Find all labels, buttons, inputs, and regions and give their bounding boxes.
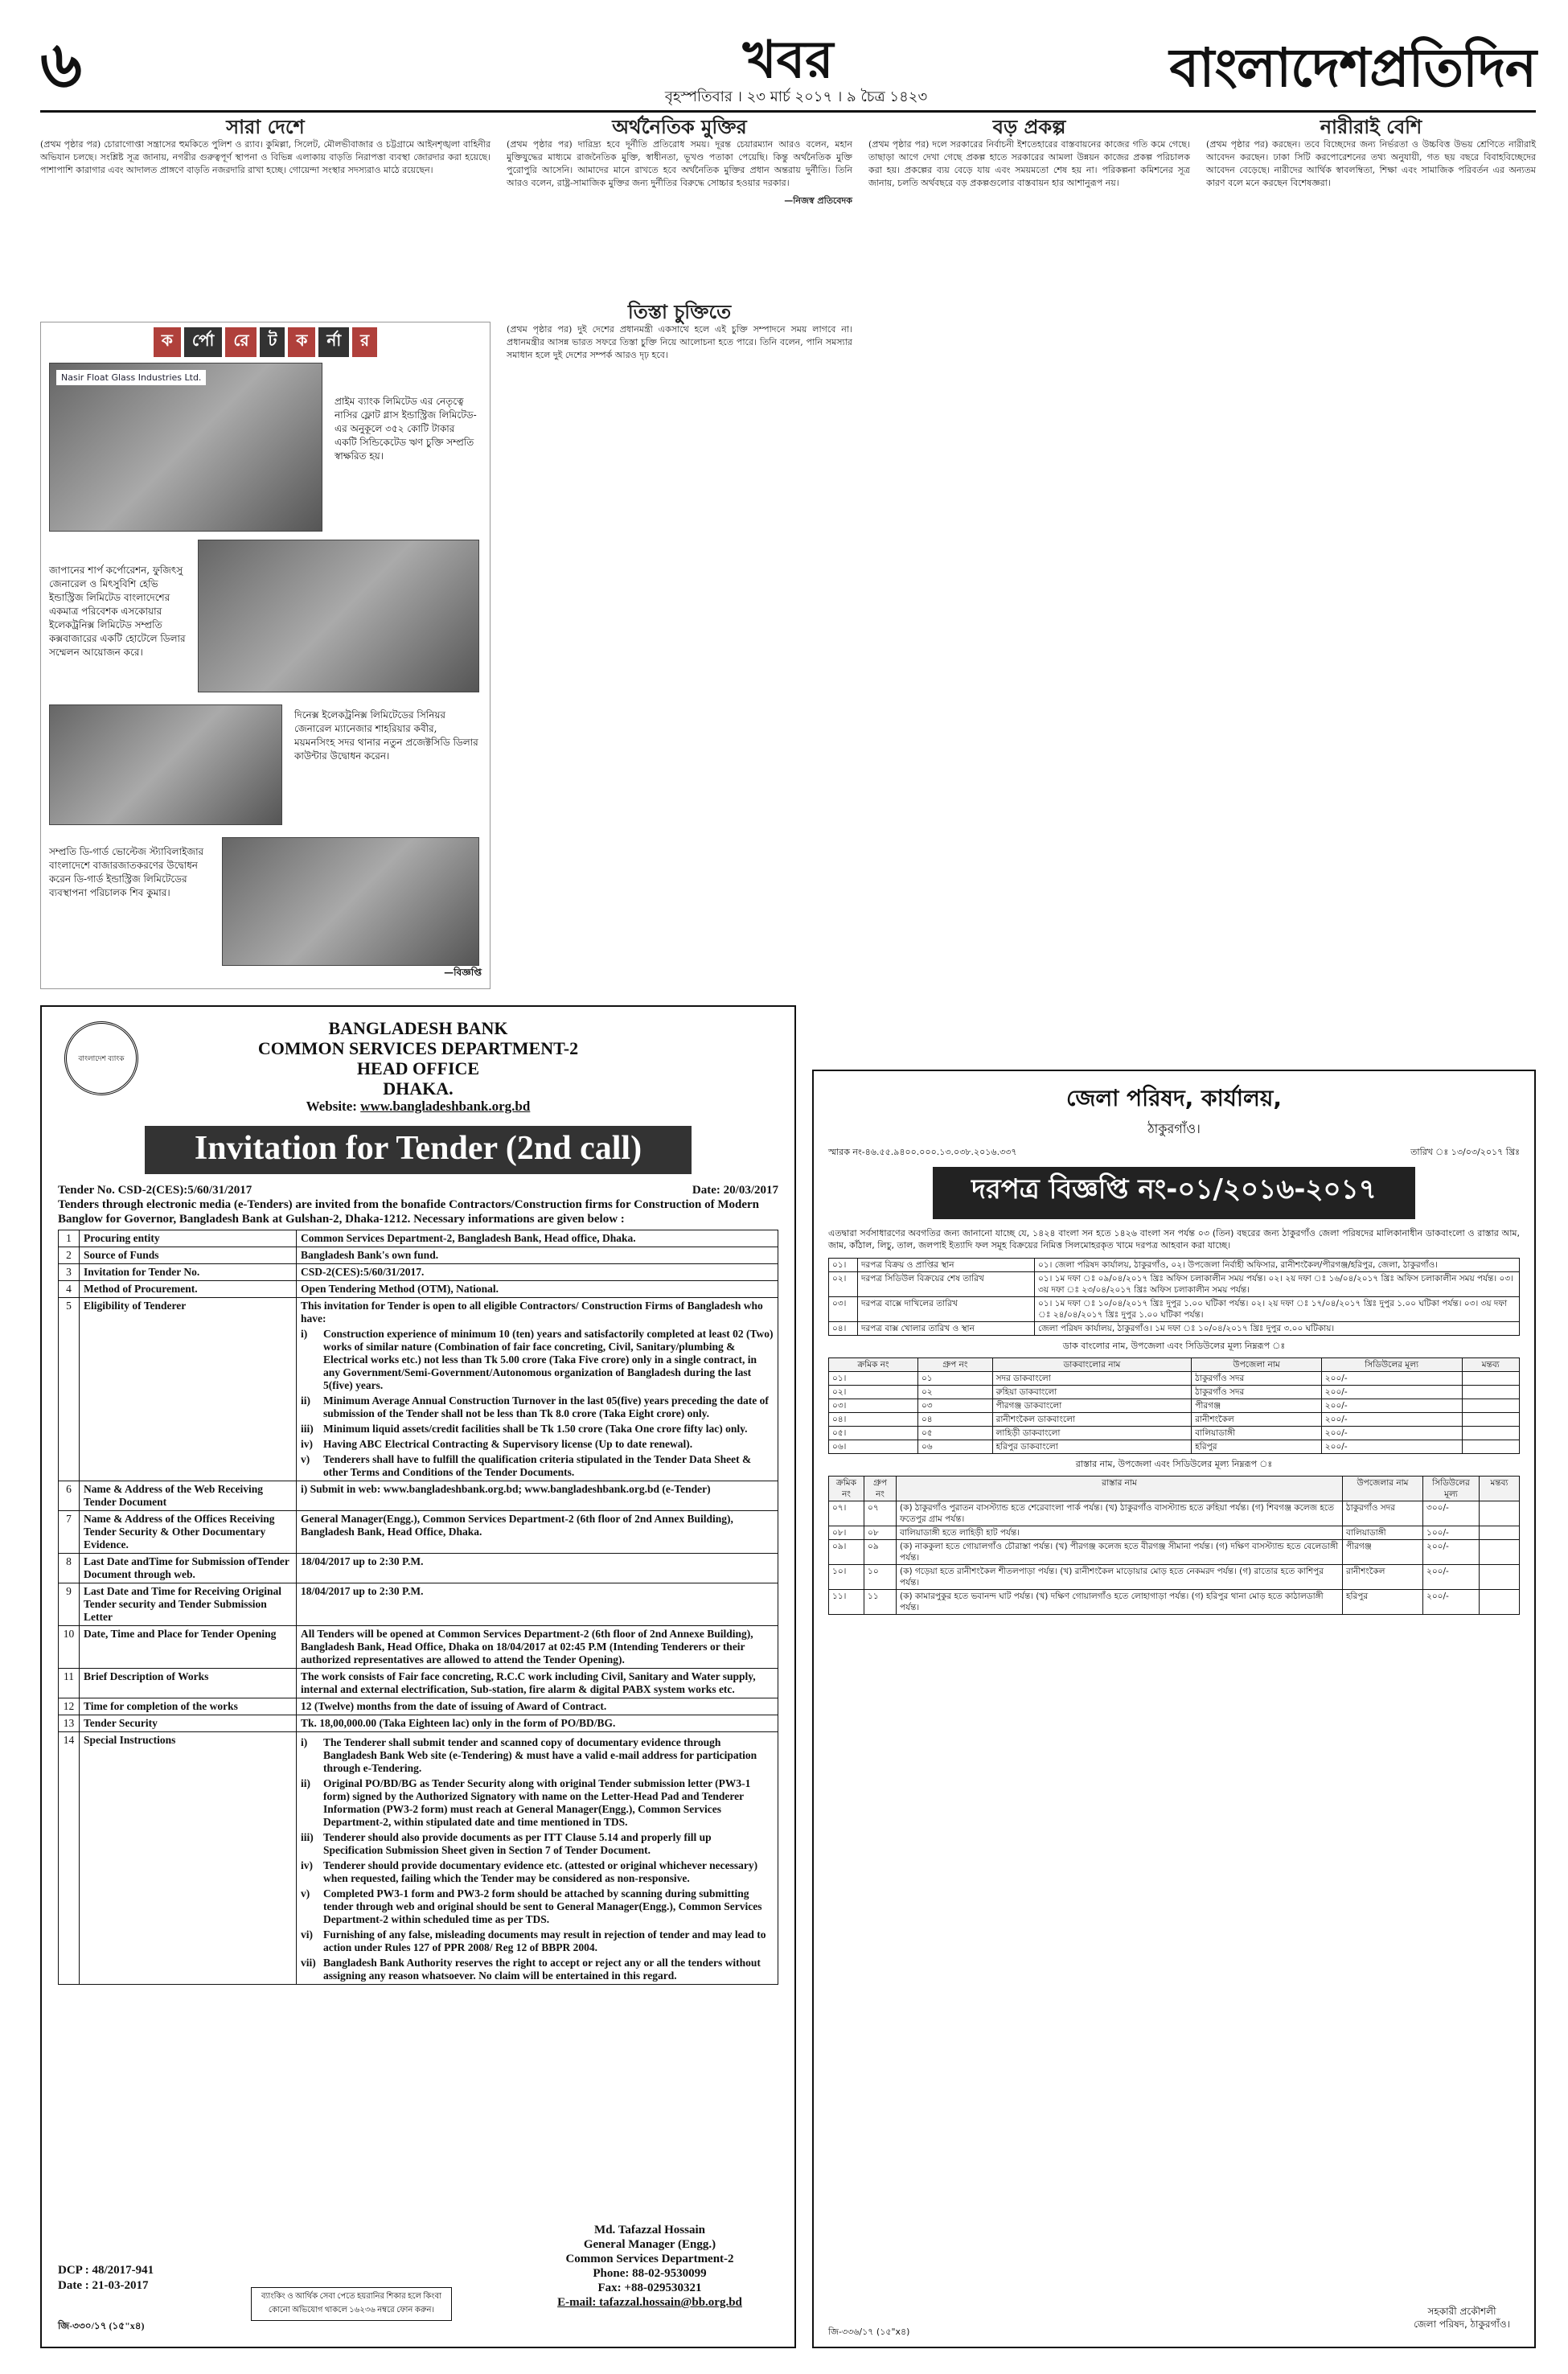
table-cell: বালিয়াডাঙ্গী bbox=[1192, 1427, 1322, 1440]
news-photo bbox=[222, 837, 479, 966]
table-row bbox=[829, 1440, 1520, 1454]
headline: তিস্তা চুক্তিতে bbox=[627, 300, 732, 323]
table-cell: Brief Description of Works bbox=[80, 1669, 297, 1698]
table-cell: 12 bbox=[59, 1698, 80, 1715]
news-area bbox=[40, 115, 1536, 989]
website: Website: www.bangladeshbank.org.bd bbox=[306, 1099, 531, 1114]
table-cell: ১০ bbox=[864, 1565, 897, 1590]
signer-title: সহকারী প্রকৌশলী bbox=[1427, 2306, 1496, 2317]
news-photo bbox=[198, 540, 479, 692]
title-letter: রে bbox=[225, 327, 257, 357]
headline: সারা দেশে bbox=[226, 115, 305, 138]
news-photo bbox=[49, 363, 322, 532]
table-cell: Tk. 18,00,000.00 (Taka Eighteen lac) only in the form of PO/BD/BG. bbox=[297, 1715, 778, 1732]
table-cell: General Manager(Engg.), Common Services Department-2 (6th floor of 2nd Annex Building), Bangladesh Bank, Head Office, Dhaka. bbox=[297, 1511, 778, 1554]
table-cell: 12 (Twelve) months from the date of issuing of Award of Contract. bbox=[297, 1698, 778, 1715]
table-cell: পীরগঞ্জ bbox=[1192, 1399, 1322, 1413]
table-row bbox=[829, 1427, 1520, 1440]
table-cell: This invitation for Tender is open to all eligible Contractors/ Construction Firms of Bangladesh who have: i) Construction experience of minimum 10 (ten) years and satisfactorily completed at least 02 (Two) works of similar nature (Combination of fair face concreting, Civil, Sanitary/plumbing & Electrical works etc.) not less than Tk 5.00 crore (Taka Five crore) only in a single contract, in any Government/Semi-Government/Autonomous organization of Bangladesh during the last 5(five) years. ii) Minimum Average Annual Construction Turnover in the last 05(five) years preceding the date of submission of the Tender shall not be less than Tk 8.0 crore (Taka Eight crore) only. iii) Minimum liquid assets/credit facilities shall be Tk 1.50 crore (Taka One crore fifty lac) only. iv) Having ABC Electrical Contracting & Supervisory license (Up to date renewal). v) Tenderers shall have to fulfill the qualification criteria stipulated in the Tender Data Sheet & other Terms and Conditions of the Tender Documents. bbox=[297, 1298, 778, 1481]
table-header-cell: সিডিউলের মূল্য bbox=[1321, 1358, 1462, 1372]
bangladesh-bank-seal-icon: বাংলাদেশ ব্যাংক bbox=[64, 1021, 138, 1095]
title-letter: ক bbox=[288, 327, 315, 357]
table-row bbox=[59, 1715, 778, 1732]
table-row bbox=[829, 1526, 1520, 1540]
table-row bbox=[59, 1698, 778, 1715]
photo-caption: দিনেক্স ইলেকট্রনিক্স লিমিটেডের সিনিয়র জেনারেল ম্যানেজার শাহরিয়ার কবীর, ময়মনসিংহ সদর থানার নতুন প্রজেক্টসিডি ডিলার কাউন্টার উদ্বোধন করেন। bbox=[294, 709, 478, 762]
title-letter: র bbox=[352, 327, 377, 357]
table-cell: Time for completion of the works bbox=[80, 1698, 297, 1715]
table-cell: Date, Time and Place for Tender Opening bbox=[80, 1626, 297, 1669]
photo-caption: প্রাইম ব্যাংক লিমিটেড এর নেতৃত্বে নাসির ফ্লোট গ্লাস ইন্ডাস্ট্রিজ লিমিটেড-এর অনুকূলে ৩৫২ কোটি টাকার একটি সিন্ডিকেটেড ঋণ চুক্তি সম্প্রতি স্বাক্ষরিত হয়। bbox=[335, 396, 477, 462]
tender-refs bbox=[58, 1184, 778, 1197]
table-cell: ১০০/- bbox=[1423, 1526, 1480, 1540]
table-header-cell: উপজেলা নাম bbox=[1192, 1358, 1322, 1372]
news-column-tista-chuktite bbox=[507, 300, 852, 367]
table-cell: Bangladesh Bank's own fund. bbox=[297, 1247, 778, 1264]
table-cell: 1 bbox=[59, 1230, 80, 1247]
table-cell: ০৫ bbox=[917, 1427, 992, 1440]
photo-caption: জাপানের শার্প কর্পোরেশন, ফুজিৎসু জেনারেল ও মিৎসুবিশি হেভি ইন্ডাস্ট্রিজ লিমিটেড বাংলাদেশের একমাত্র পরিবেশক এসকোয়ার ইলেকট্রনিক্স লিমিটেড সম্প্রতি কক্সবাজারের একটি হোটেলে ডিলার সম্মেলন আয়োজন করে। bbox=[49, 565, 186, 658]
city: DHAKA. bbox=[383, 1078, 454, 1099]
table-cell: রানীশংকৈল ডাকবাংলো bbox=[992, 1413, 1192, 1427]
notice-banner: দরপত্র বিজ্ঞপ্তি নং-০১/২০১৬-২০১৭ bbox=[933, 1167, 1415, 1219]
table-row bbox=[59, 1481, 778, 1511]
table-cell: (ক) গড়েয়া হতে রানীশংকৈল শীতলপাড়া পর্যন্ত। (খ) রানীশংকৈল মাড়োয়ার মোড় হতে নেকমরদ পর্যন্ত। (গ) রাতোর হতে কাশিপুর পর্যন্ত। bbox=[897, 1565, 1343, 1590]
table-cell: হরিপুর ডাকবাংলো bbox=[992, 1440, 1192, 1454]
table-cell: ১১। bbox=[829, 1590, 864, 1615]
dak-bungalow-table bbox=[828, 1357, 1520, 1454]
table-cell: ০৪ bbox=[917, 1413, 992, 1427]
signature-block: Md. Tafazzal Hossain General Manager (Engg.) Common Services Department-2 Phone: 88-02-9530099 Fax: +88-029530321 E-mail: tafazzal.hossain@bb.org.bd bbox=[521, 2223, 778, 2310]
table-cell: সদর ডাকবাংলো bbox=[992, 1372, 1192, 1386]
table-cell: ঠাকুরগাঁও সদর bbox=[1192, 1372, 1322, 1386]
table-cell: ২০০/- bbox=[1423, 1590, 1480, 1615]
article-body: (প্রথম পৃষ্ঠার পর) করছেন। তবে বিচ্ছেদের জন্য নির্ভরতা ও উচ্চবিত্ত উভয় শ্রেণিতে নারীরাই আবেদন করছেন। ঢাকা সিটি করপোরেশনের তথ্য অনুযায়ী, গত ছয় বছরে বিবাহবিচ্ছেদের আবেদন বেড়েছে। নারীদের আর্থিক স্বাবলম্বিতা, শিক্ষা এবং সামাজিক পরিবর্তন এর অন্যতম কারণ বলে মনে করছেন বিশেষজ্ঞরা। bbox=[1206, 139, 1536, 188]
table-cell: Last Date andTime for Submission ofTender Document through web. bbox=[80, 1554, 297, 1583]
schedule-table bbox=[828, 1258, 1520, 1336]
table-header-cell: উপজেলার নাম bbox=[1343, 1477, 1423, 1501]
table-cell: ০১। ১ম দফা ঃ ০৯/০৪/২০১৭ খ্রিঃ অফিস চলাকালীন সময় পর্যন্ত। ০২। ২য় দফা ঃ ১৬/০৪/২০১৭ খ্রিঃ অফিস চলাকালীন সময় পর্যন্ত। ০৩। ৩য় দফা ঃ ২৩/০৪/২০১৭ খ্রিঃ অফিস চলাকালীন সময় পর্যন্ত। bbox=[1035, 1272, 1520, 1297]
table-row-eligibility bbox=[59, 1298, 778, 1481]
table-row bbox=[829, 1565, 1520, 1590]
table-cell: ০৯ bbox=[864, 1540, 897, 1565]
tender-intro: Tenders through electronic media (e-Tenders) are invited from the bonafide Contractors/Construction firms for Construction of Modern Banglow for Governor, Bangladesh Bank at Gulshan-2, Dhaka-1212. Necessary informations are given below : bbox=[58, 1198, 760, 1226]
table-cell: 10 bbox=[59, 1626, 80, 1669]
table-cell: হরিপুর bbox=[1343, 1590, 1423, 1615]
table-header-cell: গ্রুপ নং bbox=[917, 1358, 992, 1372]
table-header-row bbox=[829, 1477, 1520, 1501]
table-cell: ০৪। bbox=[829, 1322, 858, 1336]
table-cell: দরপত্র বিক্রয় ও প্রাপ্তির স্থান bbox=[858, 1259, 1035, 1272]
article-body: (প্রথম পৃষ্ঠার পর) দুই দেশের প্রধানমন্ত্রী একসাথে হলে এই চুক্তি সম্পাদনে সময় লাগবে না। প্রধানমন্ত্রীর আসন্ন ভারত সফরে তিস্তা চুক্তি নিয়ে আলোচনা হতে পারে। তিনি বলেন, পানি সমস্যার সমাধান হলে দুই দেশের সম্পর্ক আরও দৃঢ় হবে। bbox=[507, 324, 852, 360]
tender-date: Date: 20/03/2017 bbox=[692, 1184, 778, 1197]
table-cell: 3 bbox=[59, 1264, 80, 1281]
table-row bbox=[829, 1259, 1520, 1272]
table-cell bbox=[1480, 1501, 1520, 1526]
table-cell: Name & Address of the Web Receiving Tender Document bbox=[80, 1481, 297, 1511]
table-cell: ১০। bbox=[829, 1565, 864, 1590]
tender-number: Tender No. CSD-2(CES):5/60/31/2017 bbox=[58, 1184, 252, 1197]
news-column-sara-deshe bbox=[40, 115, 491, 182]
table-row bbox=[829, 1413, 1520, 1427]
bangladesh-bank-tender-notice bbox=[40, 1005, 796, 2348]
table-cell: i) Submit in web: www.bangladeshbank.org.bd; www.bangladeshbank.org.bd (e-Tender) bbox=[297, 1481, 778, 1511]
table-cell: i) The Tenderer shall submit tender and scanned copy of documentary evidence through Bangladesh Bank Web site (e-Tendering) & must have a valid e-mail address for participation through e-Tendering. ii) Original PO/BD/BG as Tender Security along with original Tender submission letter (PW3-1 form) signed by the Authorized Signatory with name on the Letter-Head Pad and Tenderer Information (PW3-2 form) must reach at General Manager(Engg.), Common Services Department-2, within stipulated date and time mentioned in TDS. iii) Tenderer should also provide documents as per ITT Clause 5.14 and properly fill up Specification Submission Sheet given in Section 7 of Tender Document. iv) Tenderer should provide documentary evidence etc. (attested or original whichever necessary) when requested, failing which the Tender may be considered as non-responsive. v) Completed PW3-1 form and PW3-2 form should be attached by scanning during submitting tender through web and original should be sent to General Manager(Engg.), Common Services Department-2 within scheduled time as per TDS. vi) Furnishing of any false, misleading documents may result in rejection of tender and may lead to action under Rules 127 of PPR 2008/ Reg 12 of BBPR 2004. vii) Bangladesh Bank Authority reserves the right to accept or reject any or all the tenders without assigning any reason whatsoever. No claim will be entertained in this regard. bbox=[297, 1732, 778, 1985]
title-letter: র্পো bbox=[184, 327, 223, 357]
table-cell: Tender Security bbox=[80, 1715, 297, 1732]
table-cell bbox=[1462, 1413, 1520, 1427]
table-row-special-instructions bbox=[59, 1732, 778, 1985]
table-cell: Source of Funds bbox=[80, 1247, 297, 1264]
table-header-cell: ক্রমিক নং bbox=[829, 1477, 864, 1501]
article-body: (প্রথম পৃষ্ঠার পর) চোরাগোপ্তা সন্ত্রাসের হুমকিতে পুলিশ ও র‌্যাব। কুমিল্লা, সিলেট, মৌলভীবাজার ও চট্টগ্রামে আইনশৃঙ্খলা বাহিনীর অভিযান চলছে। সংশ্লিষ্ট সূত্র জানায়, নগরীর গুরুত্বপূর্ণ স্থাপনা ও বিভিন্ন এলাকায় বাড়তি নিরাপত্তা ব্যবস্থা জোরদার করা হয়েছে। পাশাপাশি কারাগার এবং আদালত প্রাঙ্গণে বাড়তি নজরদারি রাখা হচ্ছে। গোয়েন্দা সংস্থার সদস্যরাও মাঠে রয়েছেন। bbox=[40, 139, 491, 175]
table-cell bbox=[1462, 1372, 1520, 1386]
table-cell: ঠাকুরগাঁও সদর bbox=[1343, 1501, 1423, 1526]
table-cell bbox=[1480, 1565, 1520, 1590]
table-cell: Eligibility of Tenderer bbox=[80, 1298, 297, 1481]
table-header-row bbox=[829, 1358, 1520, 1372]
table-cell: পীরগঞ্জ ডাকবাংলো bbox=[992, 1399, 1192, 1413]
table-cell: ০৩। bbox=[829, 1297, 858, 1322]
table-cell: দরপত্র বাক্স খোলার তারিখ ও স্থান bbox=[858, 1322, 1035, 1336]
table-cell: 18/04/2017 up to 2:30 P.M. bbox=[297, 1554, 778, 1583]
table-row bbox=[829, 1590, 1520, 1615]
table-row bbox=[59, 1281, 778, 1298]
org-name: BANGLADESH BANK bbox=[328, 1018, 508, 1038]
department: COMMON SERVICES DEPARTMENT-2 bbox=[257, 1038, 579, 1058]
table-cell: লাহিড়ী ডাকবাংলো bbox=[992, 1427, 1192, 1440]
table-cell: ০২। bbox=[829, 1272, 858, 1297]
table-cell: The work consists of Fair face concreting, R.C.C work including Civil, Sanitary and Water supply, internal and external electrification, Sub-station, fire alarm & digital PABX system works etc. bbox=[297, 1669, 778, 1698]
title-letter: ট bbox=[260, 327, 285, 357]
article-body: (প্রথম পৃষ্ঠার পর) দলে সরকারের নির্বাচনী ইশতেহারের বাস্তবায়নের কাজের গতি কমে গেছে। তাছাড়া আগে দেখা গেছে প্রকল্প হাতে সরকারের আমলা উন্নয়ন কাজের প্রকল্প পরিচালক করা হয়। প্রকল্পের ব্যয় বেড়ে যায় এবং সময়মতো শেষ হয় না। পরিকল্পনা কমিশনের সূত্র জানায়, চলতি অর্থবছরে বড় প্রকল্পগুলোর বাস্তবায়ন হার আশানুরূপ নয়। bbox=[868, 139, 1190, 188]
signer-name: Md. Tafazzal Hossain bbox=[594, 2224, 705, 2236]
table-cell: Name & Address of the Offices Receiving Tender Security & Other Documentary Evidence. bbox=[80, 1511, 297, 1554]
section-title: খবর bbox=[742, 30, 834, 90]
table-row bbox=[59, 1511, 778, 1554]
table-cell: ২০০/- bbox=[1423, 1540, 1480, 1565]
corporate-corner-title bbox=[46, 327, 485, 357]
ad-code: জি-৩৩৬/১৭ (১৫"x৪) bbox=[828, 2327, 910, 2337]
table-cell: ০১। bbox=[829, 1372, 918, 1386]
table-row bbox=[829, 1322, 1520, 1336]
table-cell: 14 bbox=[59, 1732, 80, 1985]
table-cell: ০১ bbox=[917, 1372, 992, 1386]
title-letter: ক bbox=[154, 327, 181, 357]
table-cell: ২০০/- bbox=[1321, 1427, 1462, 1440]
ad-code: জি-৩৩০/১৭ (১৫"x৪) bbox=[58, 2320, 145, 2331]
table-cell bbox=[1462, 1440, 1520, 1454]
table-cell: Invitation for Tender No. bbox=[80, 1264, 297, 1281]
office-name: জেলা পরিষদ, কার্যালয়, bbox=[1065, 1085, 1283, 1111]
table-cell: ০৩। bbox=[829, 1399, 918, 1413]
website-link[interactable]: www.bangladeshbank.org.bd bbox=[360, 1099, 531, 1114]
table-row bbox=[829, 1540, 1520, 1565]
table-cell: 11 bbox=[59, 1669, 80, 1698]
table-cell: 7 bbox=[59, 1511, 80, 1554]
notice-date: তারিখ ঃ ১৩/০৩/২০১৭ খ্রিঃ bbox=[1410, 1147, 1520, 1157]
table-header-cell: সিডিউলের মূল্য bbox=[1423, 1477, 1480, 1501]
photo-banner-text: Nasir Float Glass Industries Ltd. bbox=[56, 370, 206, 385]
title-letter: র্না bbox=[318, 327, 349, 357]
news-column-orthonoitik-muktir bbox=[507, 115, 852, 207]
table-header-cell: মন্তব্য bbox=[1480, 1477, 1520, 1501]
office: HEAD OFFICE bbox=[356, 1058, 480, 1078]
table-row bbox=[59, 1264, 778, 1281]
table-cell bbox=[1462, 1427, 1520, 1440]
table-cell bbox=[1462, 1386, 1520, 1399]
table-cell: রানীশংকৈল bbox=[1192, 1413, 1322, 1427]
table-cell: ০৮। bbox=[829, 1526, 864, 1540]
table-row bbox=[59, 1583, 778, 1626]
table-cell: Common Services Department-2, Bangladesh Bank, Head office, Dhaka. bbox=[297, 1230, 778, 1247]
news-photo bbox=[49, 704, 282, 825]
table-cell: 8 bbox=[59, 1554, 80, 1583]
table-cell: (ক) ঠাকুরগাঁও পুরাতন বাসস্ট্যান্ড হতে শেরেবাংলা পার্ক পর্যন্ত। (খ) ঠাকুরগাঁও বাসস্ট্যান্ড হতে রুহিয়া পর্যন্ত। (গ) শিবগঞ্জ কলেজ হতে ফতেপুর গ্রাম পর্যন্ত। bbox=[897, 1501, 1343, 1526]
table-row bbox=[829, 1399, 1520, 1413]
table-cell: হরিপুর bbox=[1192, 1440, 1322, 1454]
table-cell: All Tenders will be opened at Common Services Department-2 (6th floor of 2nd Annexe Building), Bangladesh Bank, Head Office, Dhaka on 18/04/2017 at 02:45 P.M (Intending Tenderers or their authorized representatives are allowed to attend the Tender Opening). bbox=[297, 1626, 778, 1669]
table-cell: ৩০০/- bbox=[1423, 1501, 1480, 1526]
table-cell: ২০০/- bbox=[1321, 1440, 1462, 1454]
table-cell: জেলা পরিষদ কার্যালয়, ঠাকুরগাঁও। ১ম দফা ঃ ১০/০৪/২০১৭ খ্রিঃ দুপুর ৩.০০ ঘটিকায়। bbox=[1035, 1322, 1520, 1336]
headline: বড় প্রকল্প bbox=[992, 115, 1066, 138]
table-cell: ০৪। bbox=[829, 1413, 918, 1427]
table-cell: 6 bbox=[59, 1481, 80, 1511]
table-row bbox=[59, 1230, 778, 1247]
table-caption: রাস্তার নাম, উপজেলা এবং সিডিউলের মূল্য নিম্নরূপ ঃ bbox=[1075, 1459, 1273, 1469]
table-row bbox=[829, 1386, 1520, 1399]
notice-intro: এতদ্বারা সর্বসাধারণের অবগতির জন্য জানানো যাচ্ছে যে, ১৪২৪ বাংলা সন হতে ১৪২৬ বাংলা সন পর্যন্ত ০৩ (তিন) বছরের জন্য ঠাকুরগাঁও জেলা পরিষদের মালিকানাধীন ডাকবাংলো ও রাস্তার আম, জাম, কাঁঠাল, লিচু, তাল, জলপাই ইত্যাদি ফল সমূহ বিক্রয়ের নিমিত্ত সিলমোহরকৃত খামে দরপত্র আহবান করা যাচ্ছে। bbox=[828, 1228, 1520, 1251]
corporate-corner bbox=[40, 322, 491, 989]
table-cell: (ক) কামারপুকুর হতে ভবানন্দ ঘাট পর্যন্ত। (খ) দক্ষিণ গোয়ালগাঁও হতে লোহাগাড়া পর্যন্ত। (গ) হরিপুর থানা মোড় হতে কাঠালডাঙ্গী পর্যন্ত। bbox=[897, 1590, 1343, 1615]
photo-caption: সম্প্রতি ডি-গার্ড ভোল্টেজ স্ট্যাবিলাইজার বাংলাদেশে বাজারজাতকরণের উদ্বোধন করেন ডি-গার্ড ইন্ডাস্ট্রিজ লিমিটেডের ব্যবস্থাপনা পরিচালক শিব কুমার। bbox=[49, 846, 204, 898]
table-cell: রুহিয়া ডাকবাংলো bbox=[992, 1386, 1192, 1399]
dcp-info: DCP : 48/2017-941 Date : 21-03-2017 bbox=[58, 2264, 154, 2292]
table-row bbox=[59, 1554, 778, 1583]
tender-banner: Invitation for Tender (2nd call) bbox=[145, 1126, 692, 1174]
table-header-cell: রাস্তার নাম bbox=[897, 1477, 1343, 1501]
zila-parishad-tender-notice bbox=[812, 1070, 1536, 2348]
table-cell: ২০০/- bbox=[1321, 1399, 1462, 1413]
tender-table bbox=[58, 1230, 778, 1985]
article-body: (প্রথম পৃষ্ঠার পর) দারিদ্র্য হবে দূর্নীতি প্রতিরোধ সময়। দূরন্ত চেয়ারম্যান আরও বলেন, মহান মুক্তিযুদ্ধের মাধ্যমে রাজনৈতিক মুক্তি, স্বাধীনতা, ভূখণ্ড পতাকা পেয়েছি। কিন্তু অর্থনৈতিক মুক্তি পুরোপুরি আসেনি। আমাদের মানে রাখতে হবে অর্থনৈতিক মুক্তির প্রধান অন্তরায় দুর্নীতি। তিনি আরও বলেন, রাষ্ট্র-সামাজিক মুক্তির জন্য দুর্নীতির বিরুদ্ধে সোচ্চার হওয়ার দরকার। bbox=[507, 139, 852, 188]
byline: —বিজ্ঞপ্তি bbox=[444, 967, 482, 978]
table-cell: Open Tendering Method (OTM), National. bbox=[297, 1281, 778, 1298]
table-caption: ডাক বাংলোর নাম, উপজেলা এবং সিডিউলের মূল্য নিম্নরূপ ঃ bbox=[1062, 1341, 1286, 1351]
masthead bbox=[40, 24, 1536, 113]
news-column-boro-prokolpo bbox=[868, 115, 1190, 195]
table-row bbox=[829, 1272, 1520, 1297]
table-cell: Procuring entity bbox=[80, 1230, 297, 1247]
table-row bbox=[59, 1626, 778, 1669]
table-cell: 18/04/2017 up to 2:30 P.M. bbox=[297, 1583, 778, 1626]
table-cell: ০১। জেলা পরিষদ কার্যালয়, ঠাকুরগাঁও, ০২। উপজেলা নির্বাহী অফিসার, রানীশংকৈল/পীরগঞ্জ/হরিপুর, জেলা, ঠাকুরগাঁও। bbox=[1035, 1259, 1520, 1272]
table-cell: ১১ bbox=[864, 1590, 897, 1615]
headline: নারীরাই বেশি bbox=[1320, 115, 1422, 138]
table-cell: দরপত্র বাক্সে দাখিলের তারিখ bbox=[858, 1297, 1035, 1322]
headline: অর্থনৈতিক মুক্তির bbox=[612, 115, 747, 138]
table-cell: ০৯। bbox=[829, 1540, 864, 1565]
table-cell: ২০০/- bbox=[1321, 1386, 1462, 1399]
page-number: ৬ bbox=[40, 27, 83, 102]
table-cell: ২০০/- bbox=[1321, 1413, 1462, 1427]
table-cell: ০৫। bbox=[829, 1427, 918, 1440]
table-cell: 13 bbox=[59, 1715, 80, 1732]
table-row bbox=[829, 1297, 1520, 1322]
notice-refs bbox=[828, 1145, 1520, 1160]
table-cell: ০২ bbox=[917, 1386, 992, 1399]
table-cell bbox=[1462, 1399, 1520, 1413]
table-cell: 5 bbox=[59, 1298, 80, 1481]
table-cell bbox=[1480, 1540, 1520, 1565]
office-location: ঠাকুরগাঁও। bbox=[1147, 1121, 1201, 1136]
table-cell: ০১। bbox=[829, 1259, 858, 1272]
table-row bbox=[59, 1669, 778, 1698]
table-header-cell: ক্রমিক নং bbox=[829, 1358, 918, 1372]
table-cell: ০১। ১ম দফা ঃ ১০/০৪/২০১৭ খ্রিঃ দুপুর ১.০০ ঘটিকা পর্যন্ত। ০২। ২য় দফা ঃ ১৭/০৪/২০১৭ খ্রিঃ দুপুর ১.০০ ঘটিকা পর্যন্ত। ০৩। ৩য় দফা ঃ ২৪/০৪/২০১৭ খ্রিঃ দুপুর ১.০০ ঘটিকা পর্যন্ত। bbox=[1035, 1297, 1520, 1322]
table-cell: ০৭ bbox=[864, 1501, 897, 1526]
table-cell: ০৮ bbox=[864, 1526, 897, 1540]
table-cell: রানীশংকৈল bbox=[1343, 1565, 1423, 1590]
newspaper-logo: বাংলাদেশপ্রতিদিন bbox=[1169, 36, 1536, 99]
news-column-narirai-beshi bbox=[1206, 115, 1536, 195]
table-cell: 2 bbox=[59, 1247, 80, 1264]
memo-number: স্মারক নং-৪৬.৫৫.৯৪০০.০০০.১৩.০৩৮.২০১৬.৩৩৭ bbox=[828, 1147, 1017, 1157]
table-cell: ০৬। bbox=[829, 1440, 918, 1454]
table-cell: Method of Procurement. bbox=[80, 1281, 297, 1298]
table-cell: বালিয়াডাঙ্গী bbox=[1343, 1526, 1423, 1540]
table-cell: ০২। bbox=[829, 1386, 918, 1399]
table-cell bbox=[1480, 1526, 1520, 1540]
table-cell: ০৬ bbox=[917, 1440, 992, 1454]
table-cell: ০৭। bbox=[829, 1501, 864, 1526]
table-cell: পীরগঞ্জ bbox=[1343, 1540, 1423, 1565]
table-header-cell: ডাকবাংলোর নাম bbox=[992, 1358, 1192, 1372]
table-cell: বালিয়াডাঙ্গী হতে লাহিড়ী হাট পর্যন্ত। bbox=[897, 1526, 1343, 1540]
table-cell: ২০০/- bbox=[1321, 1372, 1462, 1386]
road-table bbox=[828, 1476, 1520, 1615]
table-header-cell: গ্রুপ নং bbox=[864, 1477, 897, 1501]
table-cell: 4 bbox=[59, 1281, 80, 1298]
table-row bbox=[829, 1501, 1520, 1526]
table-cell: (ক) নাককুলা হতে গোয়ালগাঁও চৌরাস্তা পর্যন্ত। (খ) পীরগঞ্জ কলেজ হতে বীরগঞ্জ সীমানা পর্যন্ত। (গ) দক্ষিণ বাসস্ট্যান্ড হতে বেলেডাঙ্গী পর্যন্ত। bbox=[897, 1540, 1343, 1565]
table-cell: ০৩ bbox=[917, 1399, 992, 1413]
byline: —নিজস্ব প্রতিবেদক bbox=[784, 195, 852, 206]
table-cell: ২০০/- bbox=[1423, 1565, 1480, 1590]
tender-footer bbox=[58, 2223, 778, 2335]
table-cell: CSD-2(CES):5/60/31/2017. bbox=[297, 1264, 778, 1281]
email-link[interactable]: E-mail: tafazzal.hossain@bb.org.bd bbox=[557, 2296, 742, 2309]
table-header-cell: মন্তব্য bbox=[1462, 1358, 1520, 1372]
table-cell: 9 bbox=[59, 1583, 80, 1626]
table-cell: Last Date and Time for Receiving Original Tender security and Tender Submission Letter bbox=[80, 1583, 297, 1626]
table-row bbox=[829, 1372, 1520, 1386]
table-cell: Special Instructions bbox=[80, 1732, 297, 1985]
table-cell: ঠাকুরগাঁও সদর bbox=[1192, 1386, 1322, 1399]
table-cell: দরপত্র সিডিউল বিক্রয়ের শেষ তারিখ bbox=[858, 1272, 1035, 1297]
table-cell bbox=[1480, 1590, 1520, 1615]
dateline: বৃহস্পতিবার । ২৩ মার্চ ২০১৭ । ৯ চৈত্র ১৪২৩ bbox=[664, 88, 928, 105]
complaint-note: ব্যাংকিং ও আর্থিক সেবা পেতে হয়রানির শিকার হলে কিংবা কোনো অভিযোগ থাকলে ১৬২৩৬ নম্বরে ফোন করুন। bbox=[251, 2287, 452, 2321]
signature-block: সহকারী প্রকৌশলী জেলা পরিষদ, ঠাকুরগাঁও। bbox=[1414, 2306, 1510, 2330]
table-row bbox=[59, 1247, 778, 1264]
